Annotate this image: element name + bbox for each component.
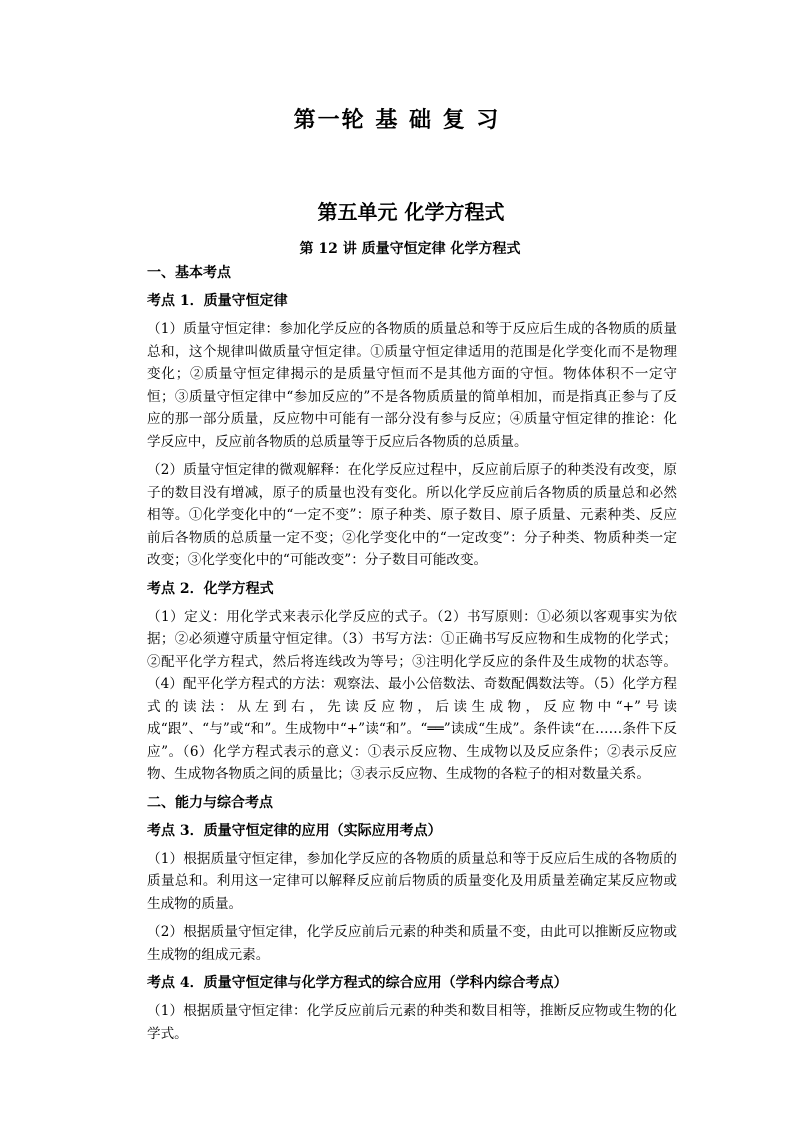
kp4-heading: 考点 4．质量守恒定律与化学方程式的综合应用（学科内综合考点） bbox=[147, 975, 568, 991]
section-heading-ability: 二、能力与综合考点 bbox=[147, 794, 273, 811]
kp4-paragraph-1: （1）根据质量守恒定律：化学反应前后元素的种类和数目相等，推断反应物或生物的化学式。 bbox=[147, 1003, 677, 1042]
kp3-paragraph-1: （1）根据质量守恒定律，参加化学反应的各物质的质量总和等于反应后生成的各物质的质量总和。利用这一定律可以解释反应前后物质的质量变化及用质量差确定某反应物或生成物的质量。 bbox=[147, 850, 677, 912]
unit-title: 第五单元 化学方程式 bbox=[317, 200, 505, 224]
section-heading-basic: 一、基本考点 bbox=[147, 265, 231, 281]
kp1-heading: 考点 1．质量守恒定律 bbox=[147, 293, 288, 309]
document-body bbox=[147, 262, 677, 1051]
lecture-title: 第 12 讲 质量守恒定律 化学方程式 bbox=[299, 241, 521, 257]
kp3-heading: 考点 3．质量守恒定律的应用（实际应用考点） bbox=[147, 822, 442, 839]
kp1-paragraph-2: （2）质量守恒定律的微观解释：在化学反应过程中，反应前后原子的种类没有改变，原子的数目没有增减，原子的质量也没有变化。所以化学反应前后各物质的质量总和必然相等。①化学变化中的“一定不变”：原子种类、原子数目、原子质量、元素种类、反应前后各物质的总质量一定不变；②化学变化中的“一定改变”：分子种类、物质种类一定改变；③化学变化中的“可能改变”：分子数目可能改变。 bbox=[147, 462, 677, 568]
kp2-heading: 考点 2．化学方程式 bbox=[147, 580, 274, 597]
kp2-paragraph-1: （1）定义：用化学式来表示化学反应的式子。（2）书写原则：①必须以客观事实为依据；②必须遵守质量守恒定律。（3）书写方法：①正确书写反应物和生成物的化学式；②配平化学方程式，然后将连线改为等号；③注明化学反应的条件及生成物的状态等。（4）配平化学方程式的方法：观察法、最小公倍数法、奇数配偶数法等。（5）化学方程式的读法：从左到右，先读反应物，后读生成物，反应物中“+”号读成“跟”、“与”或“和”。生成物中“+”读“和”。“══”读成“生成”。条件读“在……条件下反应”。（6）化学方程式表示的意义：①表示反应物、生成物以及反应条件；②表示反应物、生成物各物质之间的质量比；③表示反应物、生成物的各粒子的相对数量关系。 bbox=[147, 608, 677, 782]
main-title: 第一轮 基 础 复 习 bbox=[293, 107, 501, 133]
kp3-paragraph-2: （2）根据质量守恒定律，化学反应前后元素的种类和质量不变，由此可以推断反应物或生成物的组成元素。 bbox=[147, 924, 677, 963]
kp1-paragraph-1: （1）质量守恒定律：参加化学反应的各物质的质量总和等于反应后生成的各物质的质量总和，这个规律叫做质量守恒定律。①质量守恒定律适用的范围是化学变化而不是物理变化；②质量守恒定律揭示的是质量守恒而不是其他方面的守恒。物体体积不一定守恒；③质量守恒定律中“参加反应的”不是各物质质量的简单相加，而是指真正参与了反应的那一部分质量，反应物中可能有一部分没有参与反应；④质量守恒定律的推论：化学反应中，反应前各物质的总质量等于反应后各物质的总质量。 bbox=[147, 321, 677, 450]
